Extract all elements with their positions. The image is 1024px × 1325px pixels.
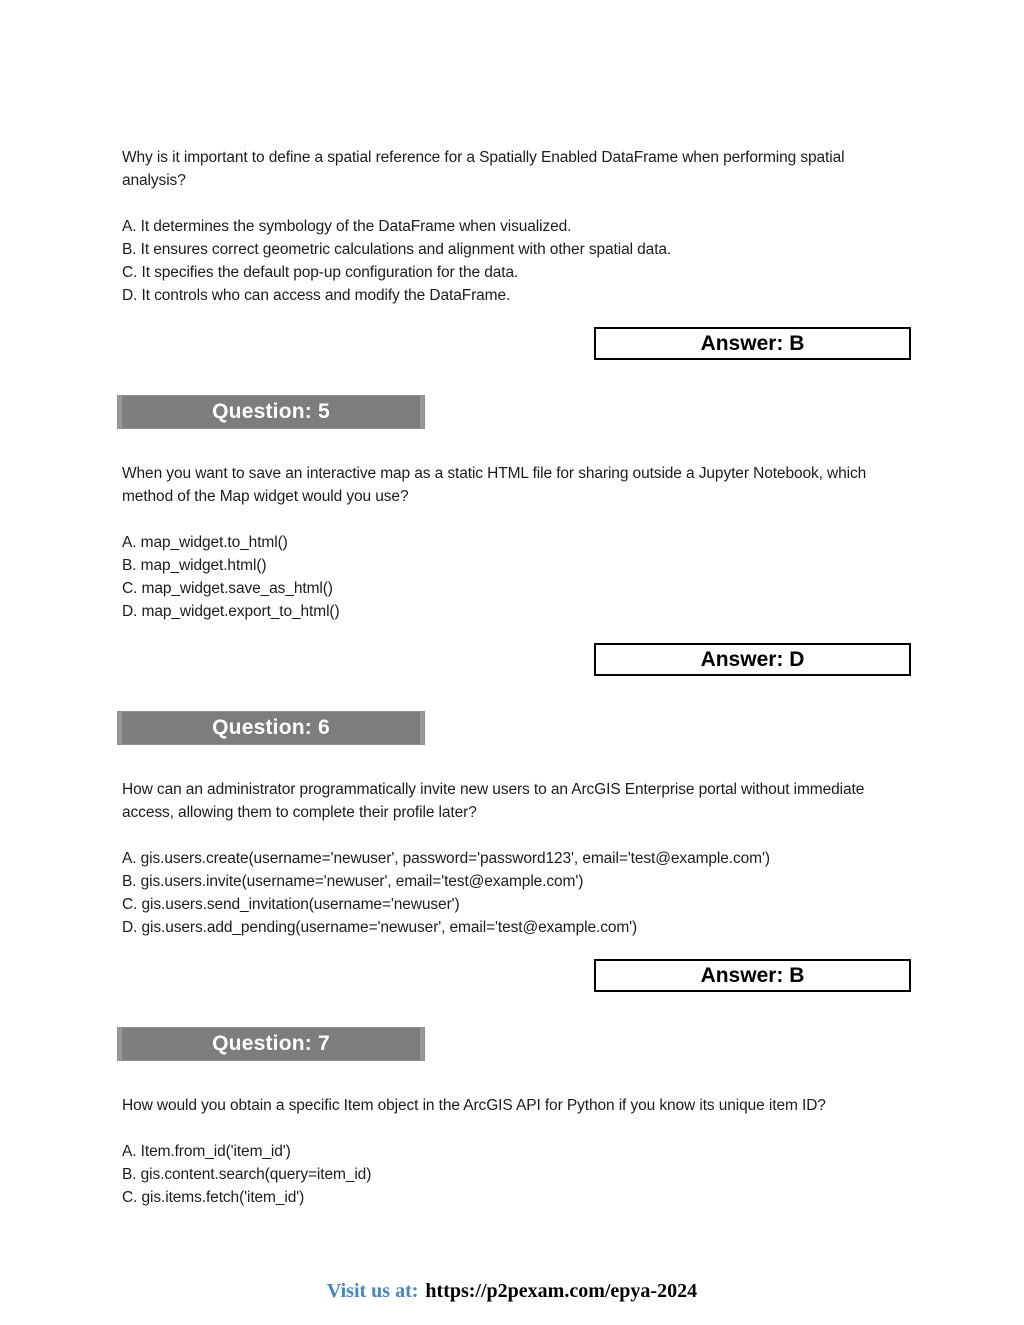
option-item: D. It controls who can access and modify the DataFrame. — [122, 287, 511, 304]
option-item: A. map_widget.to_html() — [122, 534, 288, 551]
question-text: How would you obtain a specific Item object in the ArcGIS API for Python if you know its unique item ID? — [122, 1097, 826, 1114]
option-item: C. It specifies the default pop-up configuration for the data. — [122, 264, 519, 281]
answer-box — [594, 959, 911, 992]
option-item: D. map_widget.export_to_html() — [122, 603, 340, 620]
option-item: D. gis.users.add_pending(username='newuser', email='test@example.com') — [122, 919, 638, 936]
answer-box — [594, 327, 911, 360]
question-header-label: Question: 5 — [212, 400, 330, 423]
option-item: B. gis.users.invite(username='newuser', email='test@example.com') — [122, 873, 584, 890]
option-item: B. gis.content.search(query=item_id) — [122, 1166, 372, 1183]
question-options — [122, 847, 911, 939]
option-item: C. gis.users.send_invitation(username='newuser') — [122, 896, 460, 913]
page-footer — [0, 1280, 1024, 1303]
question-header-bar — [117, 395, 425, 429]
question-block — [122, 146, 911, 360]
question-options — [122, 215, 911, 307]
answer-label: Answer: B — [700, 963, 805, 987]
option-item: B. map_widget.html() — [122, 557, 267, 574]
question-options — [122, 1140, 911, 1209]
question-block — [122, 1027, 911, 1209]
option-item: A. Item.from_id('item_id') — [122, 1143, 291, 1160]
question-header-label: Question: 6 — [212, 716, 330, 739]
question-text: How can an administrator programmatically invite new users to an ArcGIS Enterprise portal without immediate access, allowing them to complete their profile later? — [122, 781, 865, 821]
question-options — [122, 531, 911, 623]
question-header-bar — [117, 711, 425, 745]
question-block — [122, 711, 911, 992]
answer-label: Answer: D — [700, 647, 805, 671]
option-item: C. gis.items.fetch('item_id') — [122, 1189, 305, 1206]
questions-container — [122, 146, 911, 1209]
question-header-bar — [117, 1027, 425, 1061]
option-item: B. It ensures correct geometric calculations and alignment with other spatial data. — [122, 241, 672, 258]
footer-visit-label: Visit us at: — [326, 1280, 419, 1302]
answer-box — [594, 643, 911, 676]
option-item: A. gis.users.create(username='newuser', password='password123', email='test@example.com') — [122, 850, 770, 867]
question-header-label: Question: 7 — [212, 1032, 330, 1055]
option-item: C. map_widget.save_as_html() — [122, 580, 333, 597]
question-text: When you want to save an interactive map as a static HTML file for sharing outside a Jupyter Notebook, which method of the Map widget would you use? — [122, 465, 867, 505]
footer-url-link[interactable]: https://p2pexam.com/epya-2024 — [425, 1280, 698, 1302]
question-text: Why is it important to define a spatial reference for a Spatially Enabled DataFrame when performing spatial analysis? — [122, 149, 845, 189]
answer-label: Answer: B — [700, 331, 805, 355]
option-item: A. It determines the symbology of the DataFrame when visualized. — [122, 218, 572, 235]
question-block — [122, 395, 911, 676]
